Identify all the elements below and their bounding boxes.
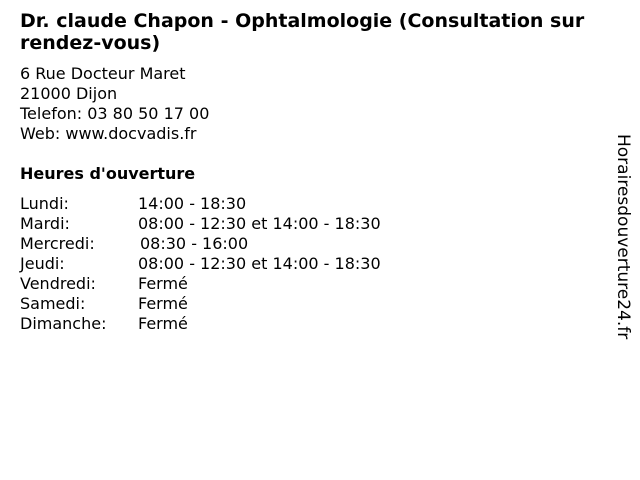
hours-row-monday bbox=[20, 194, 381, 214]
business-title: Dr. claude Chapon - Ophtalmologie (Consultation sur rendez-vous) bbox=[20, 10, 585, 54]
vertical-watermark bbox=[612, 134, 634, 344]
day-label: Vendredi: bbox=[20, 274, 96, 293]
day-label: Mercredi: bbox=[20, 234, 95, 253]
day-label: Dimanche: bbox=[20, 314, 107, 333]
city-postcode: 21000 Dijon bbox=[20, 84, 118, 103]
day-hours: Fermé bbox=[138, 274, 188, 293]
hours-row-wednesday bbox=[20, 234, 381, 254]
website: Web: www.docvadis.fr bbox=[20, 124, 197, 143]
day-hours: Fermé bbox=[138, 314, 188, 333]
hours-row-tuesday bbox=[20, 214, 381, 234]
day-label: Mardi: bbox=[20, 214, 70, 233]
address-block bbox=[20, 64, 209, 144]
day-label: Jeudi: bbox=[20, 254, 65, 273]
watermark-text: Horairesdouverture24.fr bbox=[613, 134, 633, 340]
day-hours: 08:00 - 12:30 et 14:00 - 18:30 bbox=[138, 214, 381, 233]
hours-row-sunday bbox=[20, 314, 381, 334]
day-label: Lundi: bbox=[20, 194, 69, 213]
hours-row-saturday bbox=[20, 294, 381, 314]
day-hours: 14:00 - 18:30 bbox=[138, 194, 247, 213]
hours-row-thursday bbox=[20, 254, 381, 274]
phone-number: Telefon: 03 80 50 17 00 bbox=[20, 104, 210, 123]
day-hours: Fermé bbox=[138, 294, 188, 313]
opening-hours-table bbox=[20, 194, 381, 334]
street-address: 6 Rue Docteur Maret bbox=[20, 64, 186, 83]
day-hours: 08:00 - 12:30 et 14:00 - 18:30 bbox=[138, 254, 381, 273]
day-hours: 08:30 - 16:00 bbox=[140, 234, 249, 253]
opening-hours-heading: Heures d'ouverture bbox=[20, 164, 196, 183]
day-label: Samedi: bbox=[20, 294, 86, 313]
hours-row-friday bbox=[20, 274, 381, 294]
